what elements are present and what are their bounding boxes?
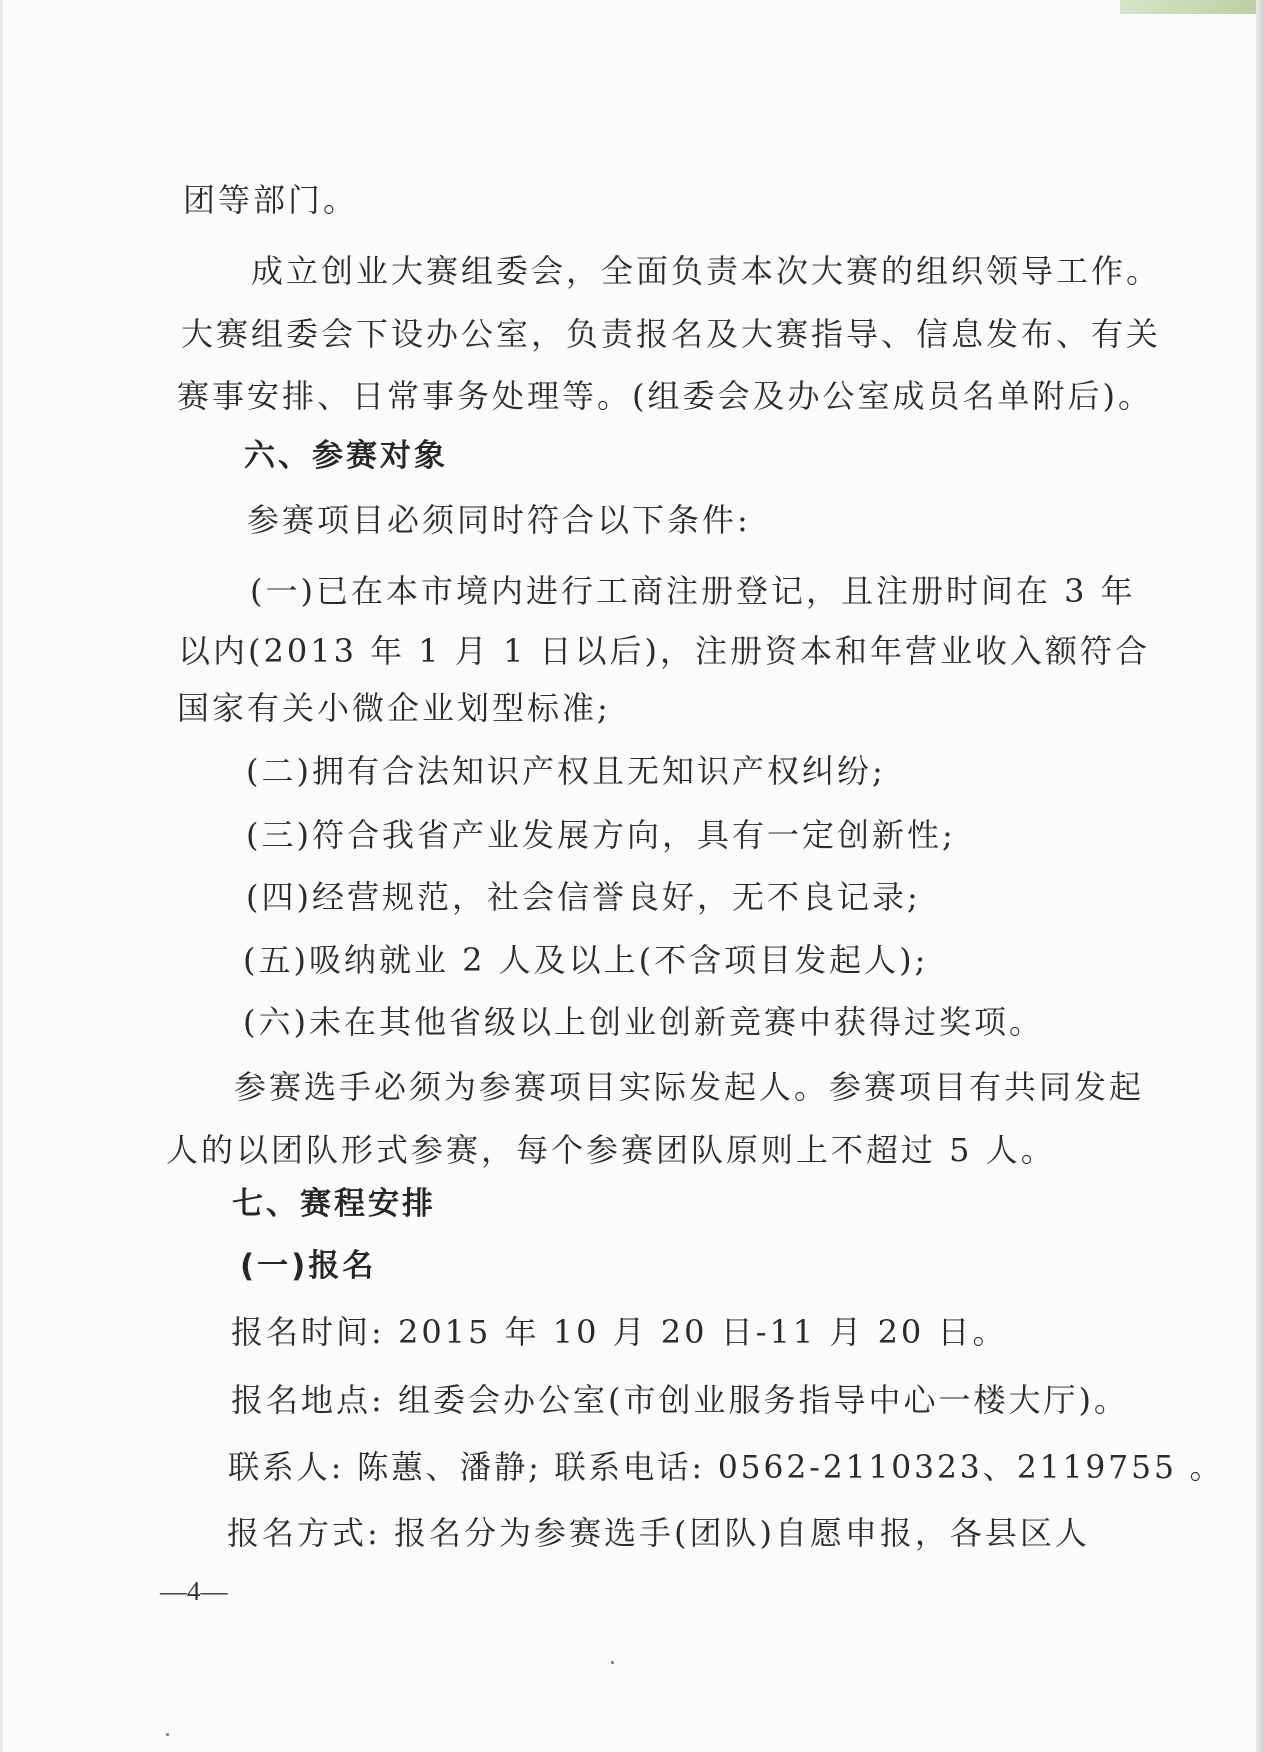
list-item: (一)已在本市境内进行工商注册登记，且注册时间在 3 年 — [250, 572, 1136, 610]
body-line: 联系人: 陈蕙、潘静; 联系电话: 0562-2110323、2119755 。 — [228, 1448, 1224, 1486]
page-number: —4— — [160, 1576, 228, 1606]
body-line: 参赛选手必须为参赛项目实际发起人。参赛项目有共同发起 — [234, 1068, 1145, 1106]
body-line: 成立创业大赛组委会，全面负责本次大赛的组织领导工作。 — [251, 252, 1162, 290]
section-heading: 七、赛程安排 — [232, 1186, 436, 1222]
body-line: 报名地点: 组委会办公室(市创业服务指导中心一楼大厅)。 — [231, 1381, 1129, 1419]
body-line: 团等部门。 — [183, 181, 359, 219]
list-item: (五)吸纳就业 2 人及以上(不含项目发起人); — [243, 941, 929, 979]
scan-speck — [611, 1661, 614, 1664]
scan-speck — [166, 1733, 169, 1736]
list-item: (六)未在其他省级以上创业创新竞赛中获得过奖项。 — [243, 1003, 1044, 1041]
body-line: 大赛组委会下设办公室，负责报名及大赛指导、信息发布、有关 — [181, 315, 1162, 353]
body-line: 报名时间: 2015 年 10 月 20 日-11 月 20 日。 — [231, 1313, 1008, 1351]
body-line: 人的以团队形式参赛，每个参赛团队原则上不超过 5 人。 — [166, 1131, 1056, 1169]
body-line: 参赛项目必须同时符合以下条件: — [247, 501, 751, 539]
scan-edge-left — [0, 0, 3, 1752]
body-line: 以内(2013 年 1 月 1 日以后)，注册资本和年营业收入额符合 — [178, 632, 1150, 670]
subsection-heading: (一)报名 — [240, 1248, 377, 1284]
scan-edge-right — [1256, 0, 1264, 1752]
section-heading: 六、参赛对象 — [244, 438, 448, 474]
list-item: (四)经营规范，社会信誉良好，无不良记录; — [246, 878, 921, 916]
body-line: 报名方式: 报名分为参赛选手(团队)自愿申报，各县区人 — [227, 1514, 1090, 1552]
scan-edge-stripe — [1120, 0, 1264, 14]
body-line: 赛事安排、日常事务处理等。(组委会及办公室成员名单附后)。 — [177, 377, 1153, 415]
list-item: (二)拥有合法知识产权且无知识产权纠纷; — [246, 752, 886, 790]
body-line: 国家有关小微企业划型标准; — [177, 689, 611, 727]
list-item: (三)符合我省产业发展方向，具有一定创新性; — [246, 816, 956, 854]
